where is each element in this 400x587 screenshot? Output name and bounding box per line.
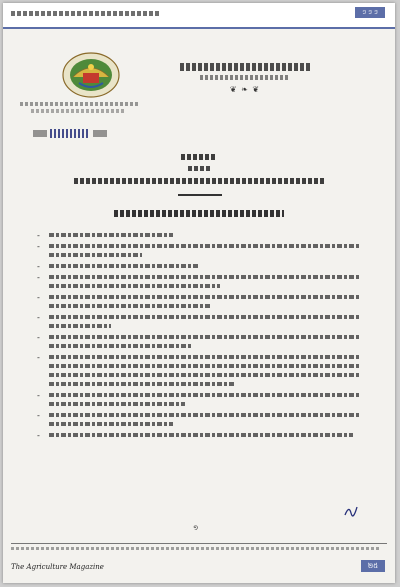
kingdom-title [180, 63, 310, 71]
footer-divider [11, 543, 387, 544]
magazine-header-band [3, 3, 395, 29]
list-item: - [37, 333, 359, 353]
reference-suffix [93, 130, 107, 137]
reference-label [33, 130, 47, 137]
list-item: - [37, 431, 359, 442]
ministry-emblem-icon [59, 51, 123, 99]
list-item: - [37, 293, 359, 313]
minister-title [3, 210, 395, 217]
kingdom-motto [200, 75, 290, 80]
list-item: - [37, 411, 359, 431]
list-item: - [37, 231, 359, 242]
document-page [3, 3, 395, 583]
magazine-page-number: ២៥ [361, 560, 385, 572]
kingdom-header [175, 63, 315, 94]
document-page-number: ១ [193, 524, 199, 532]
initials-signature-icon [343, 503, 359, 519]
magazine-name: The Agriculture Magazine [11, 563, 104, 571]
list-item: - [37, 313, 359, 333]
list-item: - [37, 262, 359, 273]
magazine-issue-line [11, 9, 161, 17]
list-item: - [37, 353, 359, 391]
ministry-department-line [31, 109, 126, 113]
reference-number [33, 128, 113, 138]
on-label [3, 166, 395, 171]
list-item: - [37, 391, 359, 411]
list-item: - [37, 242, 359, 262]
ornament-divider: ❦ ❧ ❦ [229, 85, 261, 94]
reference-handwritten-number [50, 129, 90, 138]
document-subject [3, 178, 395, 184]
ministry-name-line [20, 102, 140, 106]
section-badge: ៗ ៗ ៗ [355, 7, 385, 18]
footer-address [11, 546, 381, 552]
legal-references-list [37, 231, 359, 442]
list-item: - [37, 273, 359, 293]
prakas-label [3, 154, 395, 160]
title-divider [178, 194, 222, 196]
